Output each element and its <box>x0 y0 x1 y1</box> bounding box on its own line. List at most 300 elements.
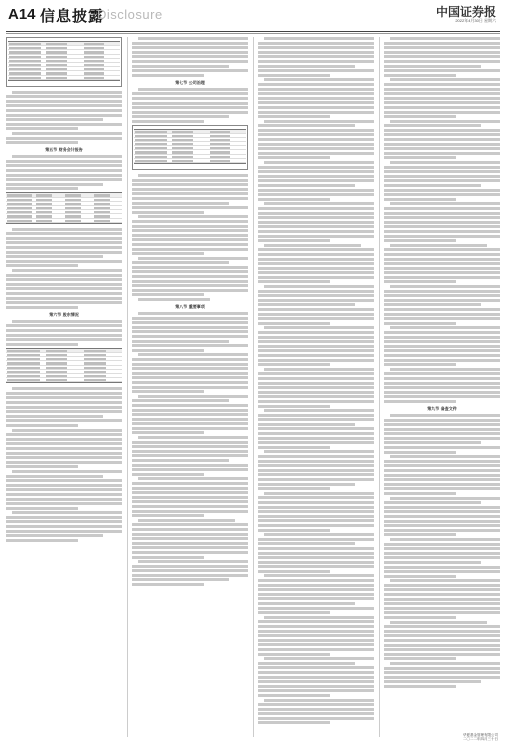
text-line <box>384 170 500 173</box>
text-line <box>6 114 122 117</box>
text-line <box>258 441 374 444</box>
table-cell <box>9 60 41 62</box>
text-line <box>384 267 500 270</box>
table-cell <box>46 358 67 360</box>
text-line <box>258 418 374 421</box>
text-line <box>384 552 500 555</box>
text-line <box>390 285 500 288</box>
table-cell <box>46 43 67 45</box>
column-3 <box>258 37 374 737</box>
text-line <box>384 239 456 242</box>
text-line <box>384 566 500 569</box>
signature-block <box>463 733 498 742</box>
text-line <box>384 667 500 670</box>
text-line <box>258 267 374 270</box>
text-line <box>258 662 355 665</box>
text-line <box>6 251 122 254</box>
text-line <box>384 253 500 256</box>
text-line <box>258 391 374 394</box>
text-line <box>132 55 248 58</box>
text-line <box>384 340 500 343</box>
text-line <box>132 192 248 195</box>
text-line <box>384 207 500 210</box>
text-line <box>258 611 330 614</box>
text-line <box>132 578 229 581</box>
text-line <box>384 446 500 449</box>
text-line <box>132 220 248 223</box>
table-cell <box>9 51 41 53</box>
text-line <box>132 376 248 379</box>
text-line <box>6 525 122 528</box>
text-line <box>384 345 500 348</box>
table-cell <box>46 68 67 70</box>
text-line <box>132 565 248 568</box>
article-columns <box>6 37 500 737</box>
text-line <box>258 496 374 499</box>
text-line <box>264 657 374 660</box>
text-line <box>258 464 374 467</box>
text-line <box>132 330 248 333</box>
text-line <box>6 174 122 177</box>
table-cell <box>65 203 81 205</box>
table-cell <box>172 131 193 133</box>
text-line <box>132 252 204 255</box>
text-line <box>258 529 330 532</box>
text-line <box>384 129 500 132</box>
table-cell <box>84 43 105 45</box>
text-line <box>258 74 330 77</box>
text-line <box>6 516 122 519</box>
text-line <box>258 69 374 72</box>
text-line <box>384 51 500 54</box>
text-line <box>258 133 374 136</box>
text-line <box>384 419 500 422</box>
text-line <box>258 317 374 320</box>
text-line <box>132 422 248 425</box>
text-line <box>138 477 248 480</box>
text-line <box>138 395 248 398</box>
table-cell <box>172 143 193 145</box>
text-line <box>390 538 500 541</box>
text-line <box>132 266 248 269</box>
text-line <box>132 500 248 503</box>
column-2 <box>132 37 248 737</box>
body-text-block <box>132 174 248 301</box>
text-line <box>384 382 500 385</box>
text-line <box>258 538 374 541</box>
text-line <box>6 456 122 459</box>
text-line <box>258 639 374 642</box>
text-line <box>258 584 374 587</box>
text-line <box>384 543 500 546</box>
text-line <box>390 326 500 329</box>
text-line <box>384 230 500 233</box>
text-line <box>384 216 500 219</box>
text-line <box>12 228 122 231</box>
text-line <box>132 386 248 389</box>
text-line <box>6 246 122 249</box>
table-cell <box>135 143 167 145</box>
text-line <box>6 141 78 144</box>
table-cell <box>36 203 52 205</box>
table-cell <box>46 354 67 356</box>
table-cell <box>9 56 41 58</box>
text-line <box>384 529 500 532</box>
text-line <box>132 261 229 264</box>
text-line <box>258 46 374 49</box>
table-cell <box>9 47 41 49</box>
text-line <box>258 593 374 596</box>
text-line <box>6 160 122 163</box>
text-line <box>384 584 500 587</box>
text-line <box>132 321 248 324</box>
table-cell <box>94 215 110 217</box>
text-line <box>132 537 248 540</box>
text-line <box>132 234 248 237</box>
text-line <box>384 88 500 91</box>
text-line <box>384 133 500 136</box>
text-line <box>258 561 374 564</box>
text-line <box>258 501 374 504</box>
text-line <box>6 447 122 450</box>
text-line <box>132 542 248 545</box>
text-line <box>384 55 500 58</box>
text-line <box>6 255 103 258</box>
table-cell <box>172 147 193 149</box>
text-line <box>6 507 78 510</box>
text-line <box>384 515 500 518</box>
summary-table-box <box>6 37 122 87</box>
text-line <box>384 616 456 619</box>
text-line <box>384 648 500 651</box>
text-line <box>6 493 122 496</box>
table-cell <box>84 354 105 356</box>
text-line <box>384 524 500 527</box>
text-line <box>132 454 248 457</box>
text-line <box>384 639 500 642</box>
text-line <box>258 101 374 104</box>
table-cell <box>84 367 105 369</box>
text-line <box>384 607 500 610</box>
text-line <box>258 524 374 527</box>
table-cell <box>135 156 167 158</box>
table-cell <box>7 220 32 222</box>
text-line <box>258 216 374 219</box>
text-line <box>258 455 374 458</box>
table-cell <box>84 350 105 352</box>
text-line <box>384 225 500 228</box>
text-line <box>132 102 248 105</box>
text-line <box>132 404 248 407</box>
text-line <box>258 676 374 679</box>
text-line <box>12 470 122 473</box>
table-cell <box>7 203 32 205</box>
text-line <box>132 349 204 352</box>
text-line <box>258 166 374 169</box>
text-line <box>6 498 122 501</box>
text-line <box>258 405 330 408</box>
text-line <box>384 106 500 109</box>
text-line <box>132 202 229 205</box>
table-cell <box>46 375 67 377</box>
text-line <box>384 322 456 325</box>
text-line <box>132 390 204 393</box>
text-line <box>132 441 248 444</box>
table-cell <box>46 72 67 74</box>
text-line <box>258 42 374 45</box>
text-line <box>258 124 355 127</box>
text-line <box>132 363 248 366</box>
text-line <box>258 570 330 573</box>
text-line <box>258 336 374 339</box>
section-title-cn: 信息披露 <box>40 7 105 25</box>
text-line <box>384 258 500 261</box>
text-line <box>132 551 248 554</box>
text-line <box>132 111 248 114</box>
table-cell <box>84 64 105 66</box>
text-line <box>384 124 481 127</box>
text-line <box>132 65 229 68</box>
text-line <box>258 147 374 150</box>
table-cell <box>7 379 40 381</box>
text-line <box>258 689 374 692</box>
text-line <box>264 37 374 40</box>
text-line <box>384 101 500 104</box>
text-line <box>132 445 248 448</box>
table-cell <box>94 194 110 196</box>
text-line <box>384 634 500 637</box>
text-line <box>258 308 374 311</box>
text-line <box>384 152 500 155</box>
text-line <box>384 520 500 523</box>
table-cell <box>84 60 105 62</box>
table-cell <box>84 362 105 364</box>
text-line <box>132 317 248 320</box>
text-line <box>390 368 500 371</box>
text-line <box>390 621 487 624</box>
text-line <box>6 287 122 290</box>
text-line <box>264 492 374 495</box>
table-cell <box>46 56 67 58</box>
text-line <box>132 523 248 526</box>
text-line <box>258 322 330 325</box>
text-line <box>138 560 248 563</box>
text-line <box>258 579 374 582</box>
text-line <box>264 161 374 164</box>
text-line <box>258 230 374 233</box>
text-line <box>12 387 122 390</box>
text-line <box>6 260 122 263</box>
text-line <box>384 221 500 224</box>
table-cell <box>9 43 41 45</box>
text-line <box>384 676 500 679</box>
table-cell <box>135 147 167 149</box>
text-line <box>138 519 235 522</box>
text-line <box>6 137 122 140</box>
text-line <box>258 253 374 256</box>
text-line <box>384 423 500 426</box>
text-line <box>384 166 500 169</box>
table-cell <box>94 220 110 222</box>
text-line <box>132 514 204 517</box>
text-line <box>258 170 374 173</box>
table-cell <box>172 135 193 137</box>
text-line <box>132 556 204 559</box>
text-line <box>258 427 374 430</box>
text-line <box>258 487 330 490</box>
financial-table <box>6 192 122 223</box>
text-line <box>132 284 248 287</box>
text-line <box>6 292 122 295</box>
text-line <box>384 276 500 279</box>
text-line <box>384 372 500 375</box>
table-cell <box>172 160 193 162</box>
text-line <box>384 460 500 463</box>
text-line <box>258 602 355 605</box>
text-line <box>264 699 374 702</box>
text-line <box>258 708 374 711</box>
text-line <box>258 129 374 132</box>
table-cell <box>9 64 41 66</box>
table-cell <box>46 77 67 79</box>
text-line <box>138 37 248 40</box>
text-line <box>132 367 248 370</box>
table-cell <box>84 371 105 373</box>
text-line <box>12 320 122 323</box>
text-line <box>138 298 210 301</box>
text-line <box>384 533 456 536</box>
text-line <box>258 354 374 357</box>
text-line <box>384 483 500 486</box>
text-line <box>132 358 248 361</box>
text-line <box>384 487 500 490</box>
text-line <box>132 326 248 329</box>
table-cell <box>7 199 32 201</box>
text-line <box>6 178 122 181</box>
text-line <box>132 51 248 54</box>
text-line <box>6 475 103 478</box>
text-line <box>132 468 248 471</box>
text-line <box>132 243 248 246</box>
body-text-block <box>384 37 500 403</box>
text-line <box>264 574 374 577</box>
table-cell <box>210 139 231 141</box>
text-line <box>258 372 374 375</box>
text-line <box>258 184 355 187</box>
text-line <box>390 120 500 123</box>
text-line <box>6 530 122 533</box>
text-line <box>258 423 355 426</box>
body-text-block <box>132 37 248 77</box>
text-line <box>132 42 248 45</box>
text-line <box>132 413 248 416</box>
text-line <box>132 427 248 430</box>
text-line <box>384 271 500 274</box>
text-line <box>132 106 248 109</box>
text-line <box>384 294 500 297</box>
table-cell <box>46 379 67 381</box>
text-line <box>384 464 500 467</box>
text-line <box>258 345 374 348</box>
text-line <box>258 414 374 417</box>
text-line <box>12 91 122 94</box>
text-line <box>258 189 374 192</box>
table-row <box>6 219 122 223</box>
text-line <box>384 308 500 311</box>
detail-table-box <box>132 125 248 171</box>
signature-company: 华夏基金管理有限公司 <box>463 732 498 737</box>
text-line <box>258 400 374 403</box>
text-line <box>258 51 374 54</box>
text-line <box>6 164 122 167</box>
text-line <box>6 461 122 464</box>
text-line <box>384 671 500 674</box>
text-line <box>390 455 500 458</box>
text-line <box>132 344 248 347</box>
text-line <box>132 574 248 577</box>
text-line <box>258 653 330 656</box>
text-line <box>384 138 500 141</box>
text-line <box>258 248 374 251</box>
table-cell <box>46 362 67 364</box>
text-line <box>264 285 374 288</box>
text-line <box>6 406 122 409</box>
table-cell <box>84 77 105 79</box>
text-line <box>132 270 248 273</box>
text-line <box>384 501 481 504</box>
table-cell <box>46 350 67 352</box>
text-line <box>264 326 374 329</box>
text-line <box>6 237 122 240</box>
body-text-block <box>6 91 122 145</box>
table-cell <box>210 151 231 153</box>
text-line <box>258 235 374 238</box>
section-heading: 第七节 公司治理 <box>175 79 205 85</box>
text-line <box>6 274 122 277</box>
text-line <box>132 188 248 191</box>
table-cell <box>7 215 32 217</box>
table-cell <box>7 207 32 209</box>
text-line <box>384 492 456 495</box>
text-line <box>258 680 374 683</box>
text-line <box>132 450 248 453</box>
newspaper-logo: 中国证券报 <box>435 5 496 19</box>
text-line <box>132 510 248 513</box>
text-line <box>384 299 500 302</box>
text-line <box>264 368 374 371</box>
text-line <box>384 212 500 215</box>
text-line <box>384 60 500 63</box>
masthead-rule <box>6 31 500 32</box>
section-title-en: Disclosure <box>97 7 163 22</box>
text-line <box>132 473 204 476</box>
text-line <box>258 395 374 398</box>
text-line <box>258 597 374 600</box>
text-line <box>132 491 248 494</box>
issue-date: 2022年4月30日 星期六 <box>455 18 496 23</box>
table-cell <box>84 358 105 360</box>
text-line <box>264 533 374 536</box>
text-line <box>138 312 248 315</box>
text-line <box>6 539 78 542</box>
text-line <box>384 46 500 49</box>
text-line <box>132 92 248 95</box>
text-line <box>258 542 355 545</box>
table-cell <box>65 215 81 217</box>
text-line <box>258 359 374 362</box>
text-line <box>6 484 122 487</box>
text-line <box>384 331 500 334</box>
